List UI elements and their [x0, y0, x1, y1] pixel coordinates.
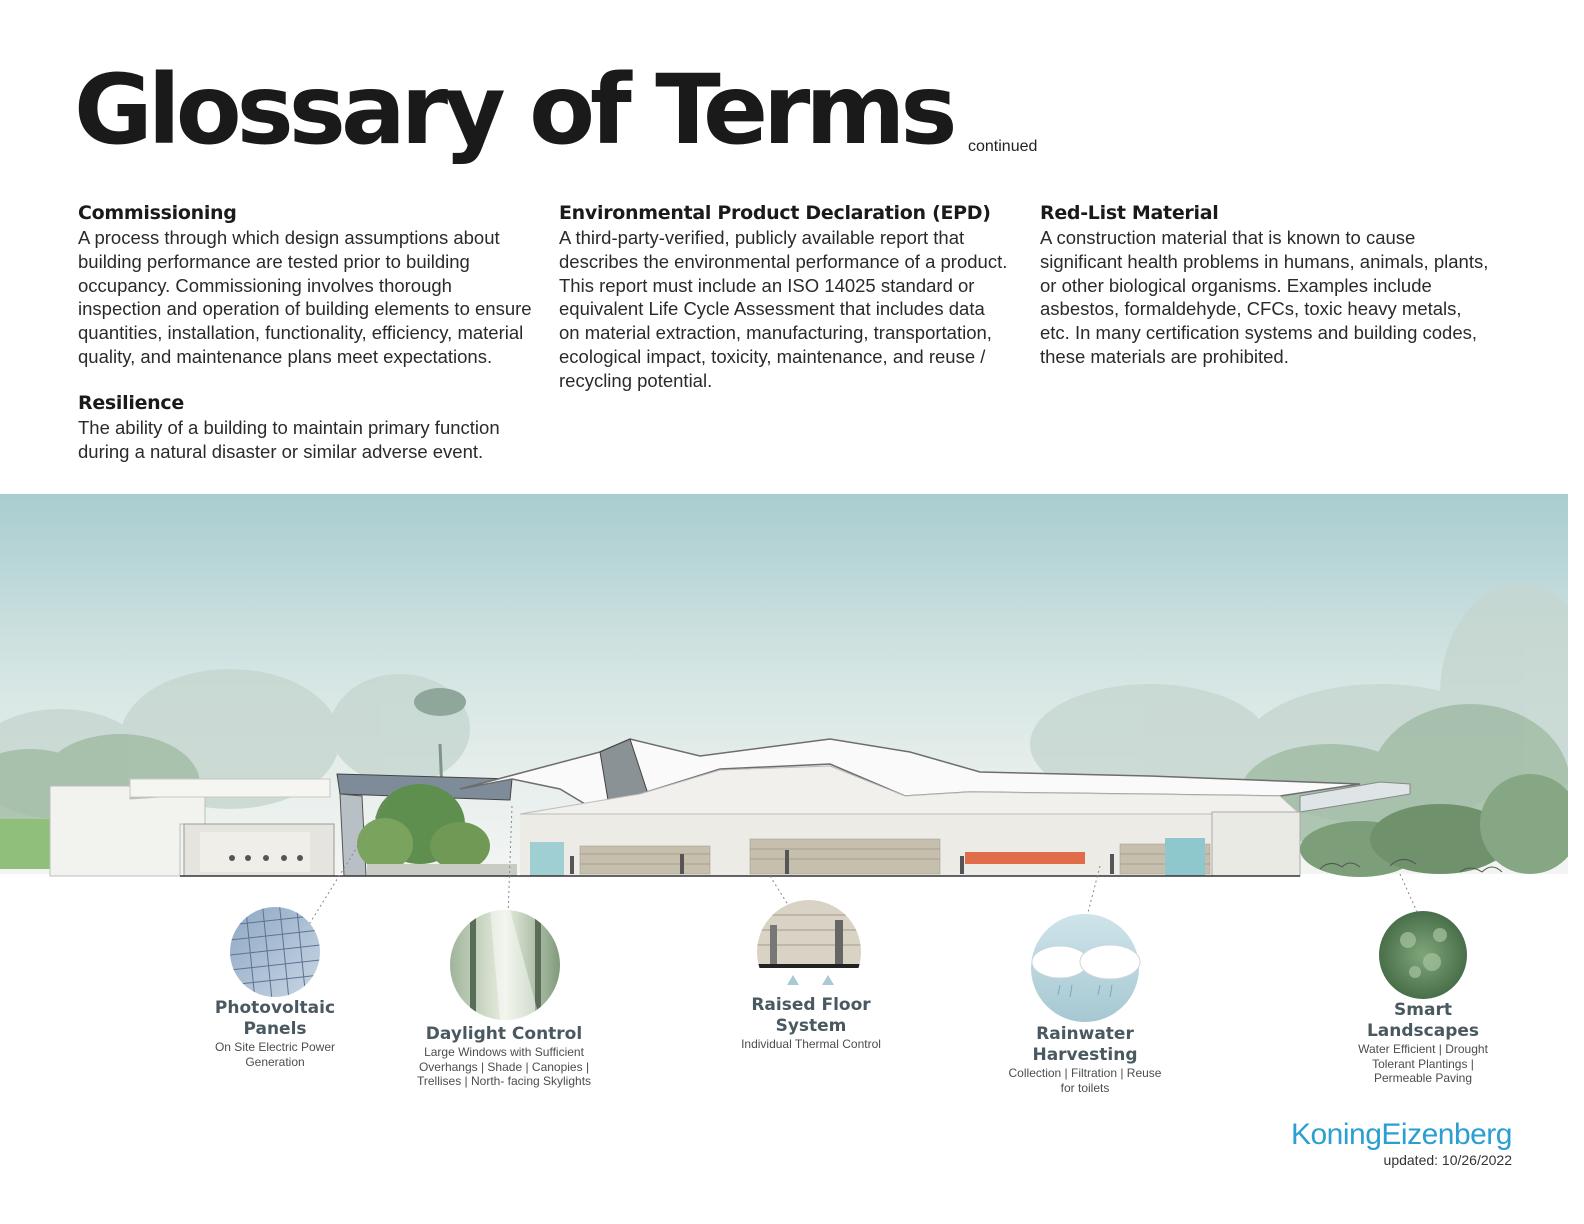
callout-daylight-control — [394, 1024, 614, 1089]
term-heading: Resilience — [78, 392, 184, 414]
term-heading: Red-List Material — [1040, 202, 1219, 224]
callout-description: On Site Electric Power Generation — [214, 1040, 336, 1069]
page-title: Glossary of Terms — [74, 54, 953, 166]
callout-title: Photovoltaic Panels — [214, 998, 336, 1039]
callout-description: Collection | Filtration | Reuse for toilets — [1008, 1066, 1162, 1095]
raised-floor-icon — [755, 900, 865, 1008]
callout-title: Rainwater Harvesting — [1032, 1024, 1138, 1065]
callout-title: Raised Floor System — [751, 995, 871, 1036]
footer-brand — [1291, 1120, 1512, 1168]
callout-photovoltaic-panels — [175, 998, 375, 1069]
window-daylight-icon — [450, 910, 560, 1020]
callout-description: Water Efficient | Drought Tolerant Plantings | Permeable Paving — [1358, 1042, 1488, 1085]
updated-date: updated: 10/26/2022 — [1383, 1152, 1512, 1168]
term-definition: A third-party-verified, publicly available report that describes the environmental performance of a product. This report must include an ISO 14025 standard or equivalent Life Cycle Assessment that includes data on material extraction, manufacturing, transportation, ecological impact, toxicity, maintenance, and reuse / recycling potential. — [559, 227, 1008, 391]
callout-title: Smart Landscapes — [1366, 1000, 1480, 1041]
term-definition: A construction material that is known to cause significant health problems in humans, animals, plants, or other biological organisms. Examples include asbestos, formaldehyde, CFCs, toxic heavy metals, etc. In many certification systems and building codes, these materials are prohibited. — [1040, 227, 1489, 367]
callout-description: Large Windows with Sufficient Overhangs | Shade | Canopies | Trellises | North- facing Skylights — [416, 1045, 592, 1088]
callout-rainwater-harvesting — [985, 1024, 1185, 1095]
term-heading: Environmental Product Declaration (EPD) — [559, 202, 991, 224]
callout-smart-landscapes — [1333, 1000, 1513, 1086]
term-definition: A process through which design assumptions about building performance are tested prior to building occupancy. Commissioning involves thorough inspection and operation of building elements to ensure quantities, installation, functionality, efficiency, material quality, and maintenance plans meet expectations. — [78, 227, 532, 367]
page-subtitle: continued — [968, 138, 1038, 155]
brand-logo-text: KoningEizenberg — [1290, 1118, 1512, 1151]
callout-title: Daylight Control — [425, 1024, 583, 1044]
foliage-icon — [1379, 911, 1467, 999]
rain-cloud-icon — [1031, 914, 1140, 1022]
callout-description: Individual Thermal Control — [741, 1037, 881, 1051]
solar-panel-icon — [230, 900, 320, 1000]
term-definition: The ability of a building to maintain primary function during a natural disaster or similar adverse event. — [78, 417, 500, 462]
term-heading: Commissioning — [78, 202, 237, 224]
callout-raised-floor-system — [711, 995, 911, 1052]
